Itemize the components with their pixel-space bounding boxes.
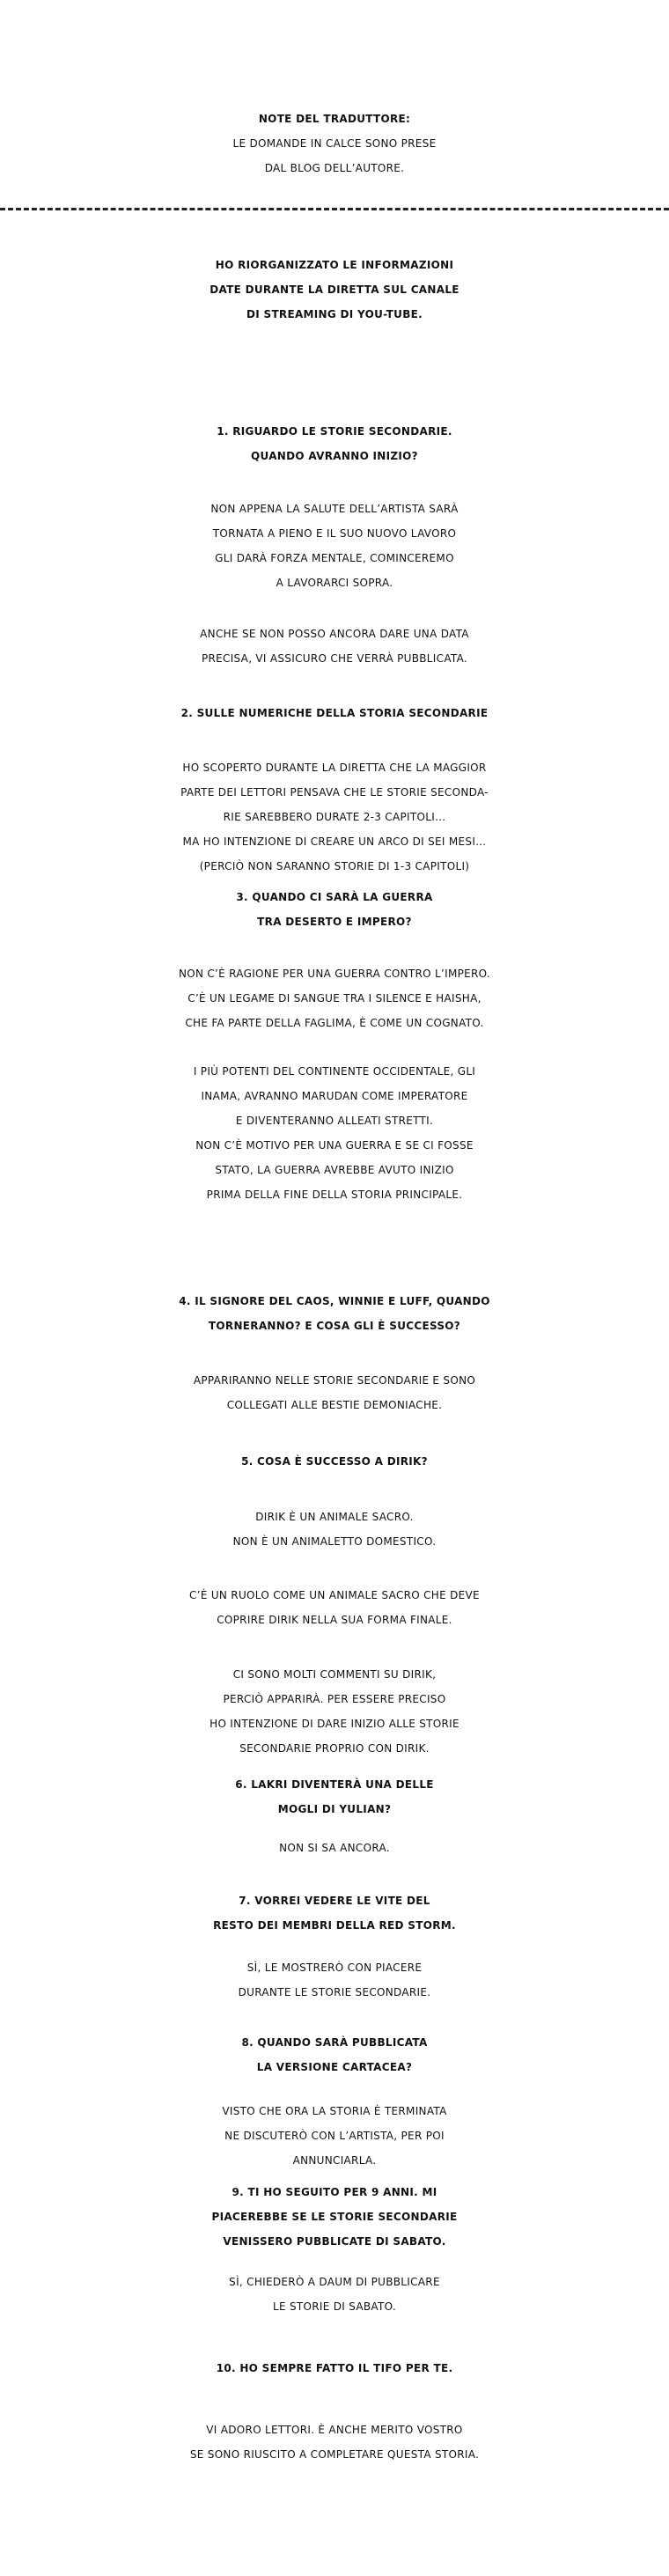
preface-line: HO RIORGANIZZATO LE INFORMAZIONI xyxy=(215,259,454,271)
answer-3: I PIÙ POTENTI DEL CONTINENTE OCCIDENTALE, GLI xyxy=(193,1065,476,1078)
answer-5: NON È UN ANIMALETTO DOMESTICO. xyxy=(232,1535,437,1548)
translator-note-line: LE DOMANDE IN CALCE SONO PRESE xyxy=(232,137,437,150)
question-8: 8. QUANDO SARÀ PUBBLICATA xyxy=(241,2036,428,2049)
answer-4: COLLEGATI ALLE BESTIE DEMONIACHE. xyxy=(226,1399,443,1411)
question-7: RESTO DEI MEMBRI DELLA RED STORM. xyxy=(213,1919,456,1932)
answer-5: C’È UN RUOLO COME UN ANIMALE SACRO CHE DEVE xyxy=(189,1589,480,1601)
question-3: 3. QUANDO CI SARÀ LA GUERRA xyxy=(236,891,433,903)
question-4: TORNERANNO? E COSA GLI È SUCCESSO? xyxy=(208,1320,461,1332)
question-2: 2. SULLE NUMERICHE DELLA STORIA SECONDARIE xyxy=(180,707,489,719)
question-9: VENISSERO PUBBLICATE DI SABATO. xyxy=(223,2235,446,2248)
answer-2: HO SCOPERTO DURANTE LA DIRETTA CHE LA MAGGIOR xyxy=(182,762,487,774)
answer-4: APPARIRANNO NELLE STORIE SECONDARIE E SONO xyxy=(193,1374,476,1387)
answer-8: ANNUNCIARLA. xyxy=(292,2154,377,2167)
answer-2: (PERCIÒ NON SARANNO STORIE DI 1-3 CAPITOLI) xyxy=(199,860,470,872)
question-3: TRA DESERTO E IMPERO? xyxy=(257,916,412,928)
question-1: QUANDO AVRANNO INIZIO? xyxy=(251,450,418,462)
question-1: 1. RIGUARDO LE STORIE SECONDARIE. xyxy=(217,425,452,438)
answer-3: STATO, LA GUERRA AVREBBE AVUTO INIZIO xyxy=(215,1164,454,1176)
answer-3: PRIMA DELLA FINE DELLA STORIA PRINCIPALE. xyxy=(206,1189,463,1201)
answer-1: PRECISA, VI ASSICURO CHE VERRÀ PUBBLICATA. xyxy=(201,652,468,665)
answer-6: NON SI SA ANCORA. xyxy=(279,1842,390,1854)
question-6: MOGLI DI YULIAN? xyxy=(277,1803,392,1815)
question-7: 7. VORREI VEDERE LE VITE DEL xyxy=(239,1895,430,1907)
answer-2: RIE SAREBBERO DURATE 2-3 CAPITOLI… xyxy=(223,811,446,823)
answer-5: SECONDARIE PROPRIO CON DIRIK. xyxy=(239,1742,430,1755)
answer-9: SÌ, CHIEDERÒ A DAUM DI PUBBLICARE xyxy=(229,2276,440,2288)
question-8: LA VERSIONE CARTACEA? xyxy=(256,2061,413,2073)
answer-8: VISTO CHE ORA LA STORIA È TERMINATA xyxy=(222,2105,447,2117)
answer-1: TORNATA A PIENO E IL SUO NUOVO LAVORO xyxy=(212,527,457,540)
preface-line: DATE DURANTE LA DIRETTA SUL CANALE xyxy=(210,283,459,296)
question-6: 6. LAKRI DIVENTERÀ UNA DELLE xyxy=(235,1778,434,1791)
answer-5: CI SONO MOLTI COMMENTI SU DIRIK, xyxy=(232,1668,437,1681)
answer-9: LE STORIE DI SABATO. xyxy=(272,2300,396,2313)
answer-3: E DIVENTERANNO ALLEATI STRETTI. xyxy=(235,1115,434,1127)
answer-5: PERCIÒ APPARIRÀ. PER ESSERE PRECISO xyxy=(223,1693,446,1705)
answer-2: MA HO INTENZIONE DI CREARE UN ARCO DI SEI MESI… xyxy=(182,835,487,848)
answer-10: SE SONO RIUSCITO A COMPLETARE QUESTA STORIA. xyxy=(189,2448,480,2461)
answer-5: COPRIRE DIRIK NELLA SUA FORMA FINALE. xyxy=(217,1614,452,1626)
answer-3: CHE FA PARTE DELLA FAGLIMA, È COME UN COGNATO. xyxy=(185,1017,484,1029)
answer-1: GLI DARÀ FORZA MENTALE, COMINCEREMO xyxy=(215,552,454,564)
answer-3: C’È UN LEGAME DI SANGUE TRA I SILENCE E HAISHA, xyxy=(187,992,482,1005)
answer-1: ANCHE SE NON POSSO ANCORA DARE UNA DATA xyxy=(200,628,469,640)
answer-7: SÌ, LE MOSTRERÒ CON PIACERE xyxy=(246,1961,423,1974)
question-9: 9. TI HO SEGUITO PER 9 ANNI. MI xyxy=(232,2186,437,2198)
answer-8: NE DISCUTERÒ CON L’ARTISTA, PER POI xyxy=(224,2130,445,2142)
translator-note-line: DAL BLOG DELL’AUTORE. xyxy=(264,162,405,174)
question-9: PIACEREBBE SE LE STORIE SECONDARIE xyxy=(211,2211,458,2223)
answer-1: A LAVORARCI SOPRA. xyxy=(276,577,393,589)
answer-7: DURANTE LE STORIE SECONDARIE. xyxy=(238,1986,431,1998)
translator-note-heading: NOTE DEL TRADUTTORE: xyxy=(258,113,411,125)
preface-line: DI STREAMING DI YOU-TUBE. xyxy=(246,308,423,320)
answer-1: NON APPENA LA SALUTE DELL’ARTISTA SARÀ xyxy=(210,503,459,515)
answer-3: INAMA, AVRANNO MARUDAN COME IMPERATORE xyxy=(201,1090,468,1102)
answer-5: HO INTENZIONE DI DARE INIZIO ALLE STORIE xyxy=(210,1718,459,1730)
question-5: 5. COSA È SUCCESSO A DIRIK? xyxy=(241,1455,428,1468)
answer-5: DIRIK È UN ANIMALE SACRO. xyxy=(255,1511,414,1523)
dashed-divider xyxy=(0,208,669,210)
answer-3: NON C’È MOTIVO PER UNA GUERRA E SE CI FOSSE xyxy=(195,1139,474,1152)
answer-2: PARTE DEI LETTORI PENSAVA CHE LE STORIE SECONDA- xyxy=(180,786,489,799)
answer-10: VI ADORO LETTORI. È ANCHE MERITO VOSTRO xyxy=(206,2424,463,2436)
question-10: 10. HO SEMPRE FATTO IL TIFO PER TE. xyxy=(216,2362,453,2374)
question-4: 4. IL SIGNORE DEL CAOS, WINNIE E LUFF, QUANDO xyxy=(179,1295,490,1307)
answer-3: NON C’È RAGIONE PER UNA GUERRA CONTRO L’IMPERO. xyxy=(178,968,491,980)
